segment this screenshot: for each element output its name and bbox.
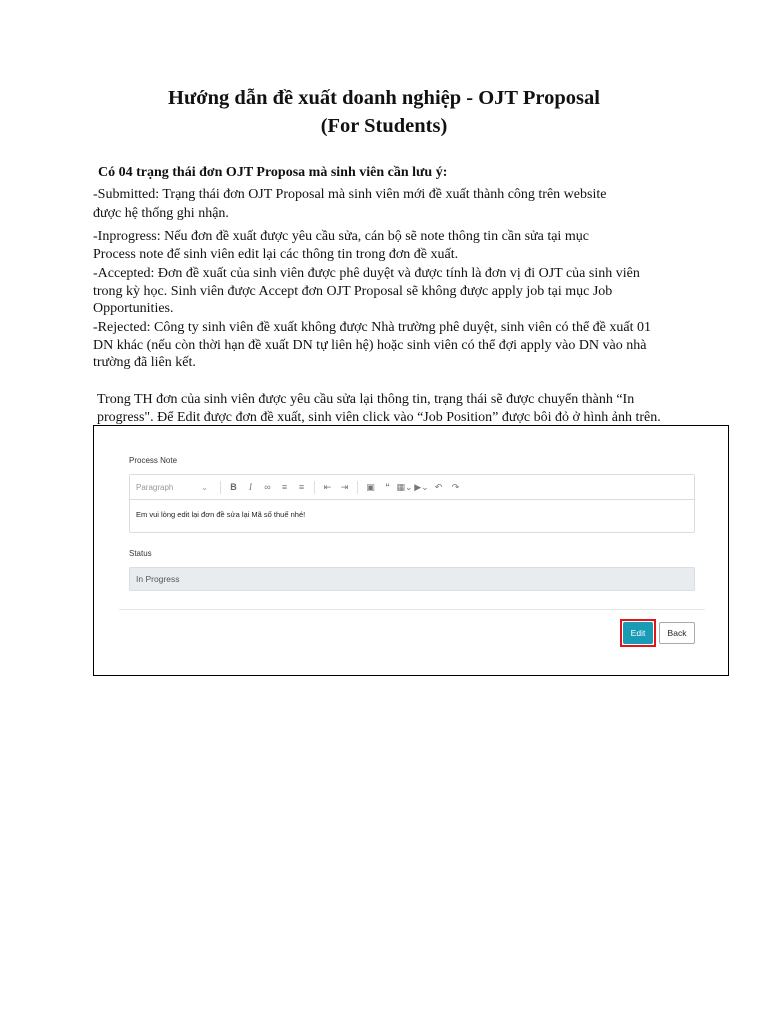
process-note-label: Process Note: [129, 456, 178, 465]
editor-toolbar: [130, 475, 694, 500]
document-subtitle: (For Students): [320, 115, 448, 137]
text-line: -Rejected: Công ty sinh viên đề xuất không được Nhà trường phê duyệt, sinh viên có thể đề xuất 01: [93, 320, 651, 335]
toolbar-divider: [314, 481, 315, 494]
outdent-icon[interactable]: ⇤: [323, 481, 332, 492]
text-line: DN khác (nếu còn thời hạn đề xuất DN tự liên hệ) hoặc sinh viên có thể đợi apply vào DN vào nhà: [93, 338, 647, 353]
image-icon[interactable]: ▣: [366, 481, 375, 492]
text-line: -Accepted: Đơn đề xuất của sinh viên được phê duyệt và được tính là đơn vị đi OJT của sinh viên: [93, 266, 640, 281]
paragraph-select-label: Paragraph: [136, 482, 174, 492]
text-line: Process note để sinh viên edit lại các thông tin trong đơn đề xuất.: [93, 247, 459, 262]
status-field: In Progress: [129, 567, 695, 591]
bold-icon[interactable]: B: [230, 482, 237, 492]
chevron-down-icon: ⌄: [201, 482, 208, 492]
text-line: -Submitted: Trạng thái đơn OJT Proposal mà sinh viên mới đề xuất thành công trên website: [93, 187, 607, 202]
paragraph-select[interactable]: [136, 483, 216, 492]
status-label: Status: [129, 549, 152, 558]
divider: [119, 609, 705, 610]
text-line: trường đã liên kết.: [93, 355, 196, 370]
document-title: Hướng dẫn đề xuất doanh nghiệp - OJT Proposal: [168, 87, 600, 109]
edit-highlight-box: [620, 619, 656, 647]
numbered-list-icon[interactable]: ≡: [298, 482, 305, 492]
text-line: Trong TH đơn của sinh viên được yêu cầu sửa lại thông tin, trạng thái sẽ được chuyển thành “In: [97, 392, 635, 407]
table-icon[interactable]: ▦⌄: [396, 481, 413, 492]
text-line: Opportunities.: [93, 301, 174, 316]
undo-icon[interactable]: ↶: [434, 481, 443, 492]
italic-icon[interactable]: I: [249, 482, 252, 492]
embedded-screenshot: [93, 425, 729, 676]
text-line: trong kỳ học. Sinh viên được Accept đơn OJT Proposal sẽ không được apply job tại mục Job: [93, 284, 613, 299]
text-line: được hệ thống ghi nhận.: [93, 206, 229, 221]
bullet-list-icon[interactable]: ≡: [281, 482, 288, 492]
quote-icon[interactable]: “: [385, 482, 390, 492]
redo-icon[interactable]: ↷: [451, 481, 460, 492]
text-line: -Inprogress: Nếu đơn đề xuất được yêu cầu sửa, cán bộ sẽ note thông tin cần sửa tại mục: [93, 229, 589, 244]
text-line: progress". Để Edit được đơn đề xuất, sinh viên click vào “Job Position” được bôi đỏ ở hình ảnh trên.: [97, 410, 661, 425]
editor-content[interactable]: Em vui lòng edit lại đơn đề sửa lại Mã số thuế nhé!: [136, 510, 306, 519]
media-icon[interactable]: ▶⌄: [414, 481, 429, 492]
link-icon[interactable]: ∞: [264, 482, 271, 492]
edit-button[interactable]: Edit: [623, 622, 653, 644]
status-heading: Có 04 trạng thái đơn OJT Proposa mà sinh viên cần lưu ý:: [98, 165, 448, 180]
indent-icon[interactable]: ⇥: [340, 481, 349, 492]
back-button[interactable]: Back: [659, 622, 695, 644]
toolbar-divider: [220, 481, 221, 494]
rich-text-editor[interactable]: [129, 474, 695, 533]
toolbar-divider: [357, 481, 358, 494]
